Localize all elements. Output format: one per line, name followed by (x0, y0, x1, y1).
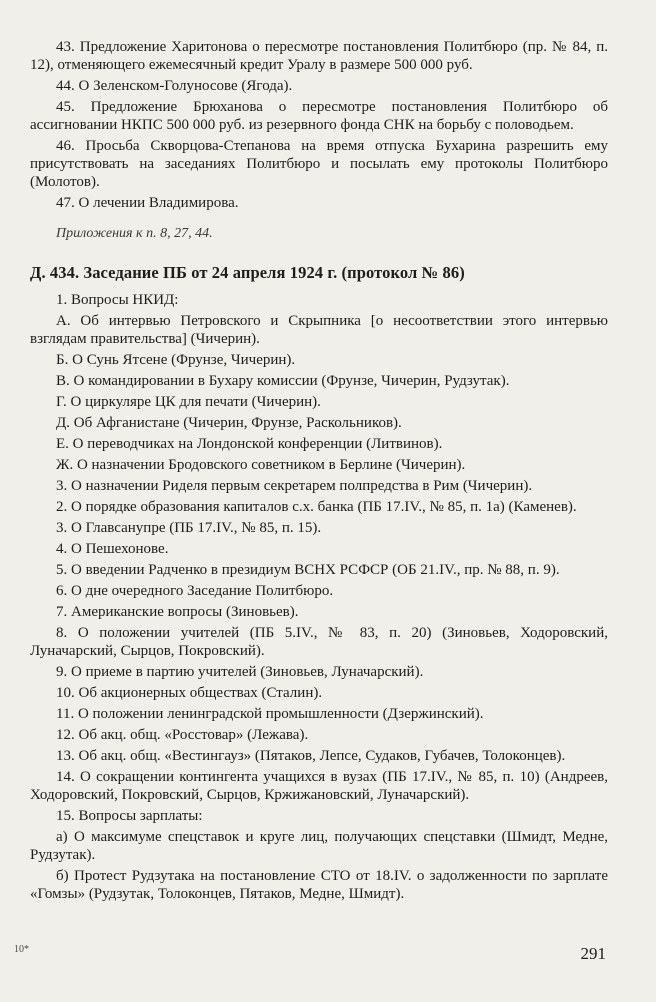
list-item: Д. Об Афганистане (Чичерин, Фрунзе, Раскольников). (56, 415, 402, 431)
list-item: 14. О сокращении контингента учащихся в вузах (ПБ 17.IV., № 85, п. 10) (Андреев, Ходоровский, Покровский, Сырцов, Кржижановский, Луначарский). (30, 769, 608, 803)
agenda-item-43: 43. Предложение Харитонова о пересмотре постановления Политбюро (пр. № 84, п. 12), отменяющего ежемесячный кредит Уралу в размере 500 000 руб. (30, 39, 608, 73)
list-item: 12. Об акц. общ. «Росстовар» (Лежава). (56, 727, 309, 743)
document-page (30, 38, 608, 903)
list-item: Г. О циркуляре ЦК для печати (Чичерин). (56, 394, 321, 410)
list-item: 13. Об акц. общ. «Вестингауз» (Пятаков, Лепсе, Судаков, Губачев, Толоконцев). (56, 748, 566, 764)
signature-mark: 10* (14, 944, 29, 955)
list-item: 10. Об акционерных обществах (Сталин). (56, 685, 323, 701)
list-item: 6. О дне очередного Заседание Политбюро. (56, 583, 334, 599)
list-item: Б. О Сунь Ятсене (Фрунзе, Чичерин). (56, 352, 296, 368)
list-item: а) О максимуме спецставок и круге лиц, получающих спецставки (Шмидт, Медне, Рудзутак). (30, 829, 608, 863)
agenda-item-44: 44. О Зеленском-Голуносове (Ягода). (56, 78, 293, 94)
list-item: б) Протест Рудзутака на постановление СТО от 18.IV. о задолженности по зарплате «Гомзы» (Рудзутак, Толоконцев, Пятаков, Медне, Шмидт). (30, 868, 608, 902)
list-item: 3. О назначении Риделя первым секретарем полпредства в Рим (Чичерин). (56, 478, 533, 494)
list-item: 3. О Главсанупре (ПБ 17.IV., № 85, п. 15). (56, 520, 322, 536)
list-item: 8. О положении учителей (ПБ 5.IV., № 83, п. 20) (Зиновьев, Ходоровский, Луначарский, Сырцов, Покровский). (30, 625, 608, 659)
appendix-note: Приложения к п. 8, 27, 44. (56, 226, 213, 241)
list-item: 9. О приеме в партию учителей (Зиновьев, Луначарский). (56, 664, 424, 680)
list-item: Е. О переводчиках на Лондонской конференции (Литвинов). (56, 436, 443, 452)
list-item: 7. Американские вопросы (Зиновьев). (56, 604, 299, 620)
page-footer (14, 944, 606, 974)
list-item: 1. Вопросы НКИД: (56, 292, 179, 308)
list-item: 2. О порядке образования капиталов с.х. банка (ПБ 17.IV., № 85, п. 1а) (Каменев). (56, 499, 577, 515)
section-heading: Д. 434. Заседание ПБ от 24 апреля 1924 г. (протокол № 86) (30, 263, 465, 282)
agenda-item-46: 46. Просьба Скворцова-Степанова на время отпуска Бухарина разрешить ему присутствовать на заседаниях Политбюро и посылать ему протоколы Политбюро (Молотов). (30, 138, 608, 190)
list-item: А. Об интервью Петровского и Скрыпника [о несоответствии этого интервью взглядам правительства] (Чичерин). (30, 313, 608, 347)
list-item: 5. О введении Радченко в президиум ВСНХ РСФСР (ОБ 21.IV., пр. № 88, п. 9). (56, 562, 560, 578)
list-item: 15. Вопросы зарплаты: (56, 808, 203, 824)
list-item: 4. О Пешехонове. (56, 541, 169, 557)
page-number: 291 (580, 944, 606, 963)
agenda-item-47: 47. О лечении Владимирова. (56, 195, 239, 211)
agenda-item-45: 45. Предложение Брюханова о пересмотре постановления Политбюро об ассигновании НКПС 500 000 руб. из резервного фонда СНК на борьбу с половодьем. (30, 99, 608, 133)
list-item: 11. О положении ленинградской промышленности (Дзержинский). (56, 706, 484, 722)
list-item: Ж. О назначении Бродовского советником в Берлине (Чичерин). (56, 457, 466, 473)
list-item: В. О командировании в Бухару комиссии (Фрунзе, Чичерин, Рудзутак). (56, 373, 510, 389)
